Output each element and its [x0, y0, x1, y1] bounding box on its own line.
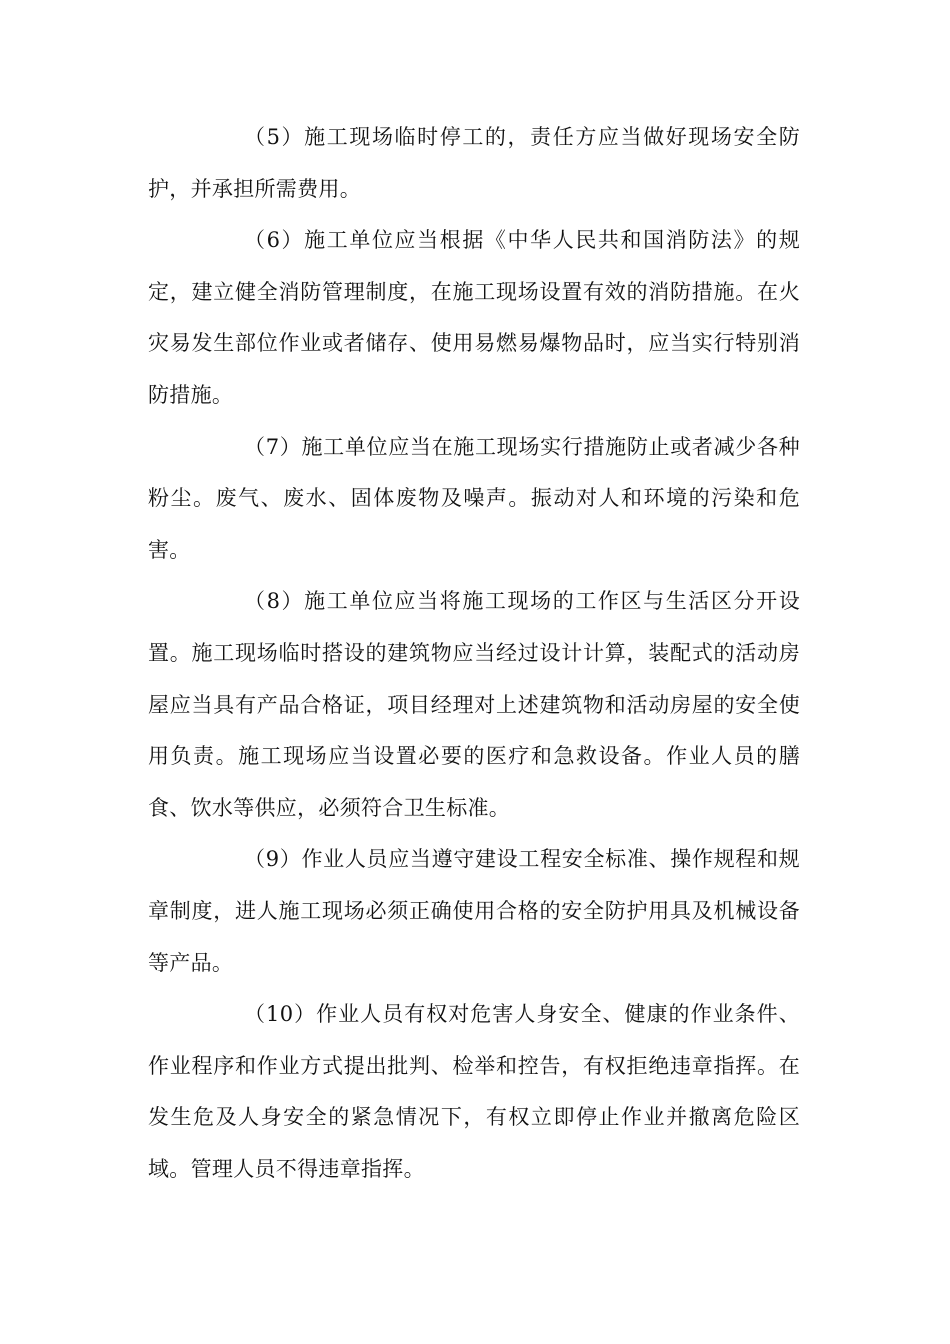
document-body [148, 112, 800, 1195]
paragraph-item-6: （6）施工单位应当根据《中华人民共和国消防法》的规定，建立健全消防管理制度，在施工现场设置有效的消防措施。在火灾易发生部位作业或者储存、使用易燃易爆物品时，应当实行特别消防措施。 [148, 228, 800, 407]
paragraph-item-8: （8）施工单位应当将施工现场的工作区与生活区分开设置。施工现场临时搭设的建筑物应当经过设计计算，装配式的活动房屋应当具有产品合格证，项目经理对上述建筑物和活动房屋的安全使用负责。施工现场应当设置必要的医疗和急救设备。作业人员的膳食、饮水等供应，必须符合卫生标准。 [148, 589, 800, 820]
paragraph-item-10: （10）作业人员有权对危害人身安全、健康的作业条件、作业程序和作业方式提出批判、检举和控告，有权拒绝违章指挥。在发生危及人身安全的紧急情况下，有权立即停止作业并撤离危险区域。管理人员不得违章指挥。 [148, 1002, 800, 1181]
paragraph-item-5: （5）施工现场临时停工的，责任方应当做好现场安全防护，并承担所需费用。 [148, 125, 800, 201]
paragraph-item-7: （7）施工单位应当在施工现场实行措施防止或者减少各种粉尘。废气、废水、固体废物及噪声。振动对人和环境的污染和危害。 [148, 434, 800, 562]
paragraph-item-9: （9）作业人员应当遵守建设工程安全标准、操作规程和规章制度，进人施工现场必须正确使用合格的安全防护用具及机械设备等产品。 [148, 847, 800, 975]
